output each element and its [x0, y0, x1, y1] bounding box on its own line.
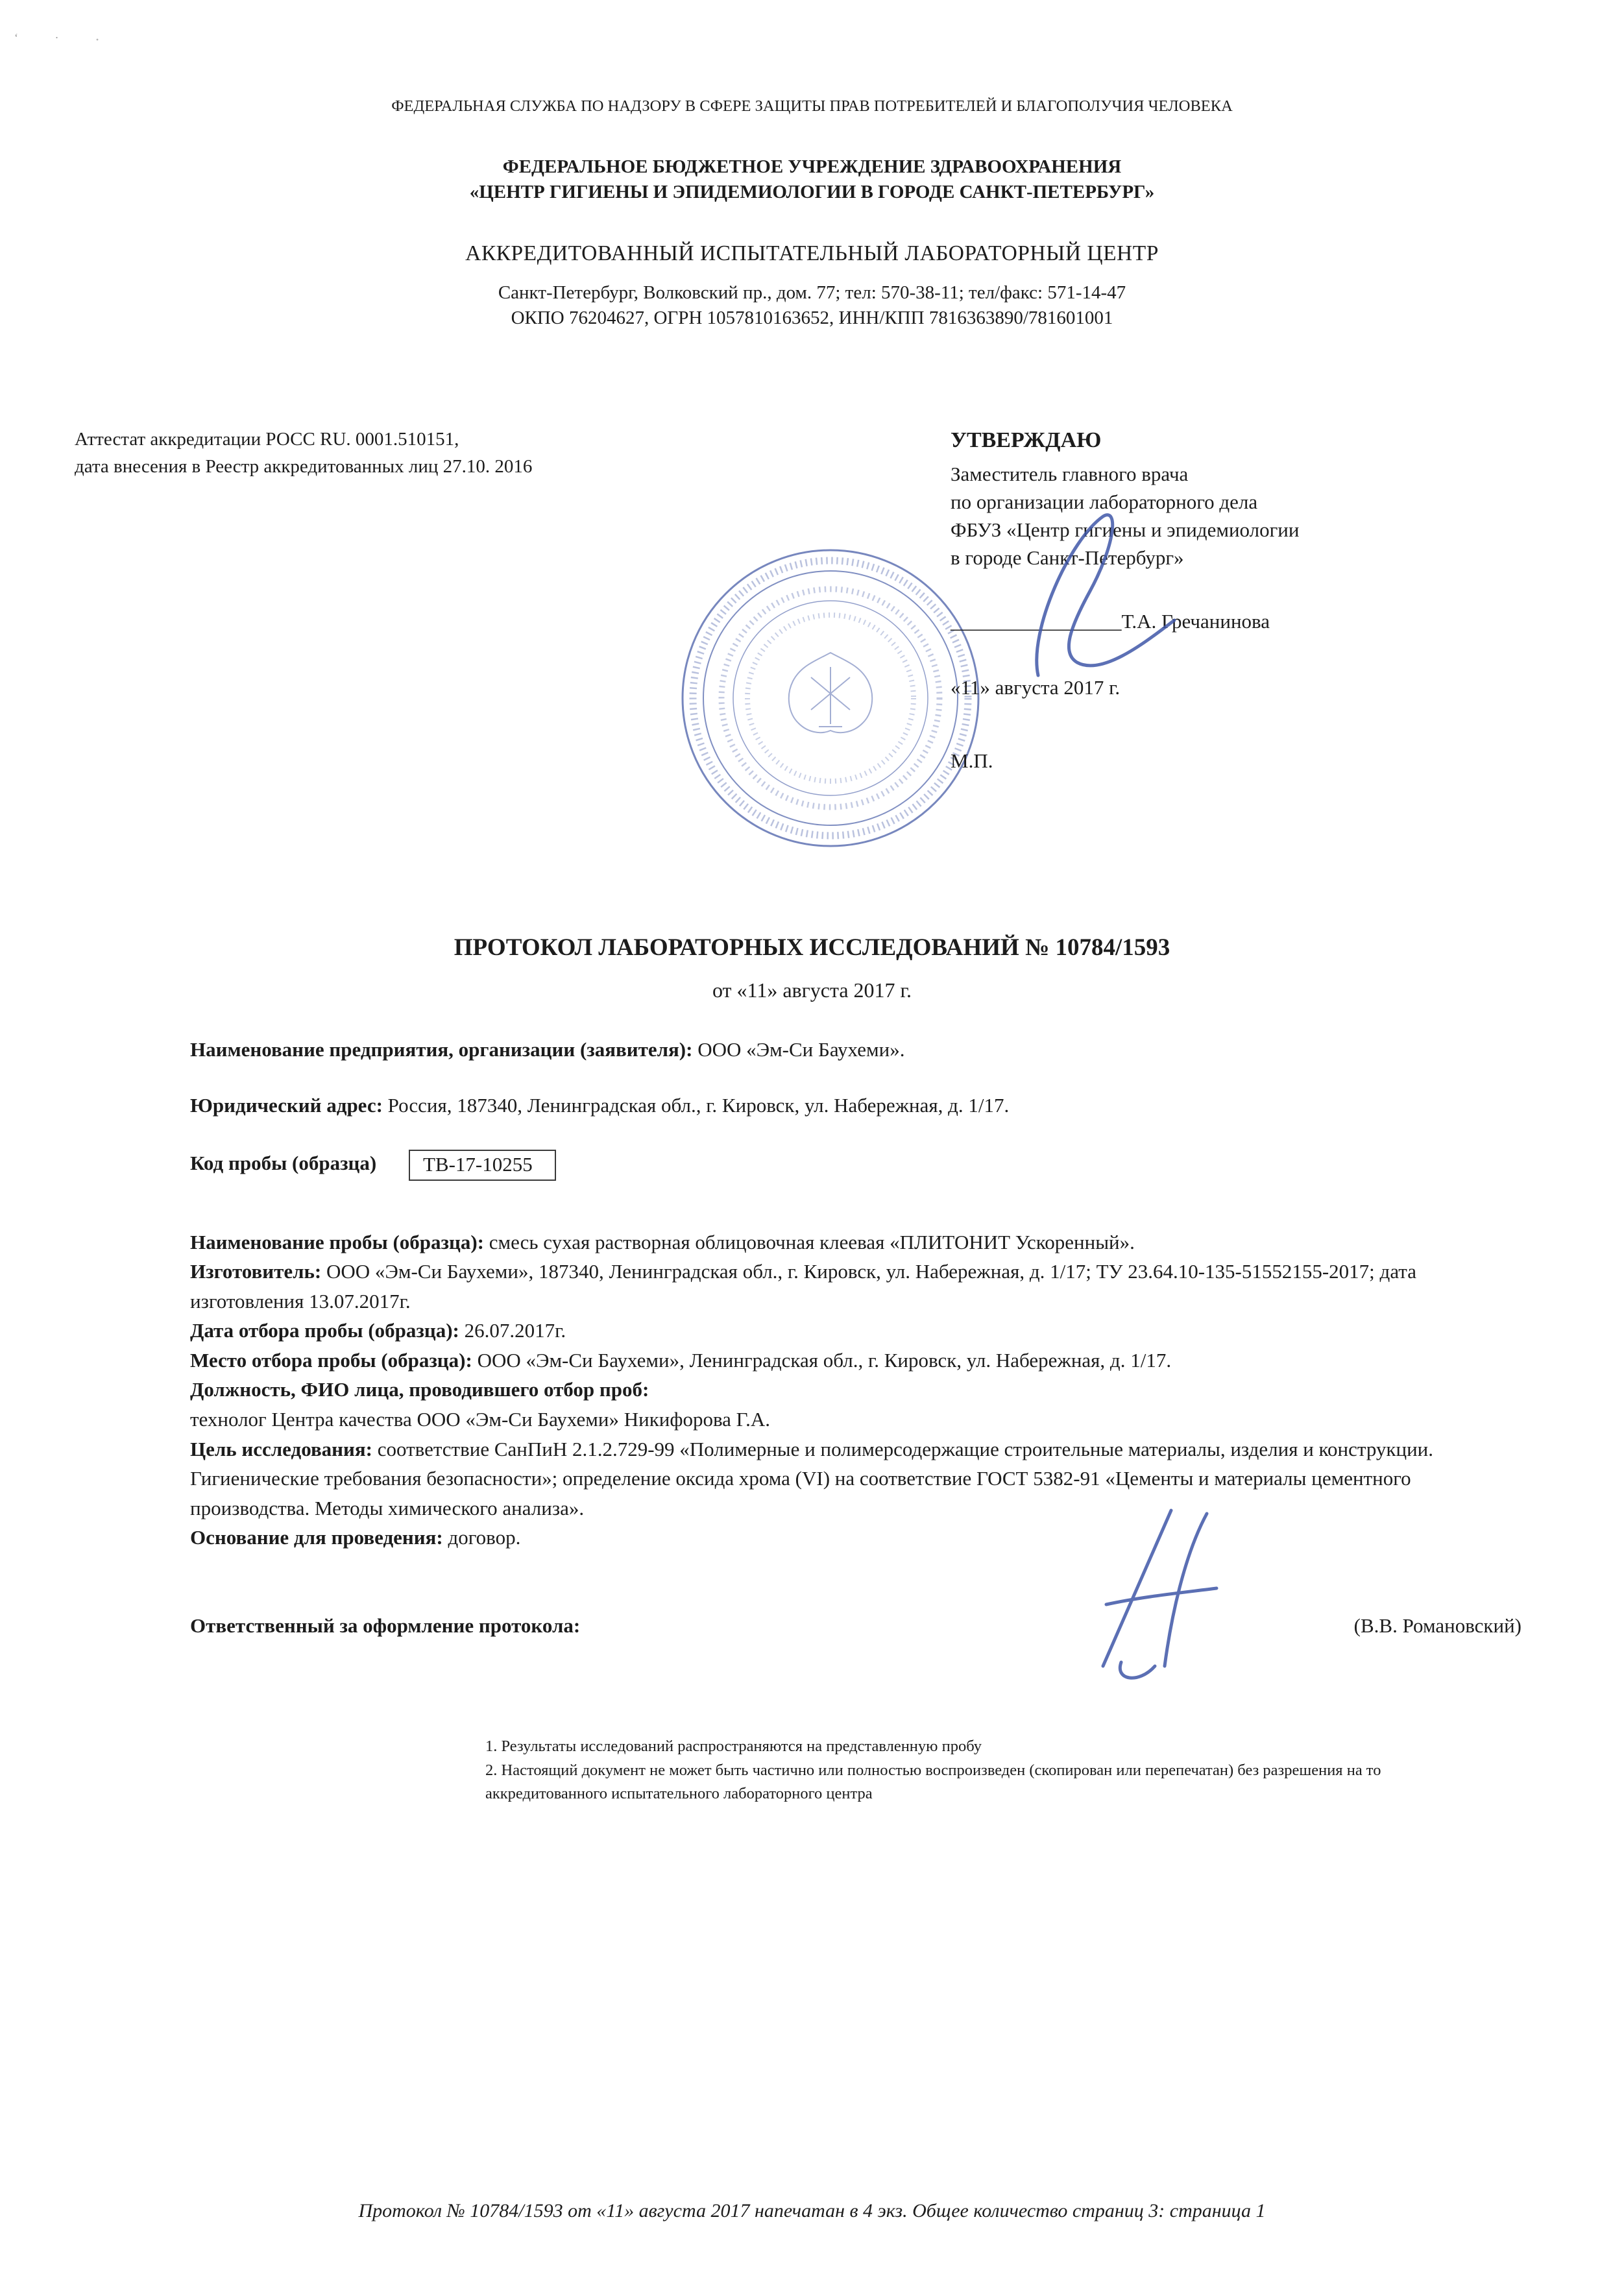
field-purpose-value: соответствие СанПиН 2.1.2.729-99 «Полимерные и полимерсодержащие строительные материалы, изделия и конструкции. Гигиенические требования безопасности»; определение оксида хрома (VI) на соответствие ГОСТ 5382-91 «Цементы и материалы цементного производства. Методы химического анализа». [190, 1437, 1433, 1519]
signature-line: _________________ [951, 609, 1122, 633]
field-purpose [190, 1434, 1521, 1523]
field-sampling-date-label: Дата отбора пробы (образца): [190, 1319, 459, 1342]
protocol-date: от «11» августа 2017 г. [712, 978, 912, 1002]
field-basis-value: договор. [448, 1526, 521, 1549]
field-sampling-place-value: ООО «Эм-Си Баухеми», Ленинградская обл., г. Кировск, ул. Набережная, д. 1/17. [477, 1348, 1172, 1372]
field-sample-name [190, 1228, 1521, 1257]
document-header [0, 97, 1624, 332]
field-sampling-date-value: 26.07.2017г. [464, 1319, 566, 1342]
field-sampler-value: технолог Центра качества ООО «Эм-Си Баухеми» Никифорова Г.А. [190, 1407, 770, 1431]
lab-address-line2: ОКПО 76204627, ОГРН 1057810163652, ИНН/КПП 7816363890/781601001 [511, 308, 1113, 329]
institution-line1: ФЕДЕРАЛЬНОЕ БЮДЖЕТНОЕ УЧРЕЖДЕНИЕ ЗДРАВООХРАНЕНИЯ [502, 156, 1122, 177]
responsible-row [190, 1614, 1521, 1638]
institution-name [0, 154, 1624, 205]
approval-line1: Заместитель главного врача [951, 463, 1189, 486]
approval-line3: ФБУЗ «Центр гигиены и эпидемиологии [951, 518, 1300, 541]
approval-title: УТВЕРЖДАЮ [951, 428, 1102, 452]
field-basis [190, 1523, 1521, 1553]
agency-name: ФЕДЕРАЛЬНАЯ СЛУЖБА ПО НАДЗОРУ В СФЕРЕ ЗАЩИТЫ ПРАВ ПОТРЕБИТЕЛЕЙ И БЛАГОПОЛУЧИЯ ЧЕЛОВЕКА [391, 97, 1233, 115]
field-sampler [190, 1375, 1521, 1434]
accreditation-line1: Аттестат аккредитации РОСС RU. 0001.510151, [75, 428, 459, 450]
sample-details [190, 1228, 1521, 1553]
field-manufacturer [190, 1257, 1521, 1316]
approval-section [0, 426, 1624, 857]
accreditation-line2: дата внесения в Реестр аккредитованных лиц 27.10. 2016 [75, 455, 533, 477]
lab-address [0, 280, 1624, 331]
footnote-1: 1. Результаты исследований распространяются на представленную пробу [485, 1737, 982, 1755]
field-purpose-label: Цель исследования: [190, 1437, 372, 1460]
field-organization-value: ООО «Эм-Си Баухеми». [697, 1037, 905, 1061]
institution-line2: «ЦЕНТР ГИГИЕНЫ И ЭПИДЕМИОЛОГИИ В ГОРОДЕ САНКТ-ПЕТЕРБУРГ» [469, 182, 1155, 203]
field-organization [190, 1038, 1521, 1061]
scan-artifact: ʻ · ˖ [14, 31, 116, 44]
signature-grechaninova [999, 500, 1207, 695]
field-legal-address [190, 1094, 1521, 1117]
field-sampling-place [190, 1346, 1521, 1375]
protocol-body [190, 1038, 1521, 1806]
approval-signer-name: Т.А. Гречанинова [1121, 609, 1270, 633]
footnotes [485, 1735, 1382, 1806]
round-stamp-seal [675, 542, 986, 854]
page-footer: Протокол № 10784/1593 от «11» августа 2017 напечатан в 4 экз. Общее количество страниц 3: страница 1 [358, 2200, 1266, 2221]
field-sampling-place-label: Место отбора пробы (образца): [190, 1348, 472, 1372]
protocol-title: ПРОТОКОЛ ЛАБОРАТОРНЫХ ИССЛЕДОВАНИЙ № 10784/1593 [454, 934, 1170, 961]
field-sample-code [190, 1150, 1521, 1181]
field-sample-name-label: Наименование пробы (образца): [190, 1230, 484, 1253]
footnote-2: 2. Настоящий документ не может быть частично или полностью воспроизведен (скопирован или перепечатан) без разрешения на то аккредитованного испытательного лабораторного центра [485, 1761, 1381, 1803]
field-organization-label: Наименование предприятия, организации (заявителя): [190, 1037, 693, 1061]
accreditation-note [75, 426, 840, 480]
field-legal-address-label: Юридический адрес: [190, 1093, 383, 1117]
responsible-label: Ответственный за оформление протокола: [190, 1614, 581, 1637]
lab-address-line1: Санкт-Петербург, Волковский пр., дом. 77; тел: 570-38-11; тел/факс: 571-14-47 [498, 282, 1126, 304]
field-legal-address-value: Россия, 187340, Ленинградская обл., г. Кировск, ул. Набережная, д. 1/17. [387, 1093, 1010, 1117]
field-sample-name-value: смесь сухая растворная облицовочная клеевая «ПЛИТОНИТ Ускоренный». [489, 1230, 1135, 1253]
field-sampling-date [190, 1316, 1521, 1346]
field-sampler-label: Должность, ФИО лица, проводившего отбор проб: [190, 1378, 649, 1401]
sample-code-box: ТВ-17-10255 [409, 1150, 556, 1181]
lab-center-title: АККРЕДИТОВАННЫЙ ИСПЫТАТЕЛЬНЫЙ ЛАБОРАТОРНЫЙ ЦЕНТР [465, 241, 1159, 266]
field-basis-label: Основание для проведения: [190, 1526, 443, 1549]
field-manufacturer-value: ООО «Эм-Си Баухеми», 187340, Ленинградская обл., г. Кировск, ул. Набережная, д. 1/17; ТУ 23.64.10-135-51552155-2017; дата изготовления 13.07.2017г. [190, 1260, 1416, 1313]
approval-line2: по организации лабораторного дела [951, 490, 1258, 514]
field-sample-code-label: Код пробы (образца) [190, 1151, 377, 1174]
approval-line4: в городе Санкт-Петербург» [951, 546, 1184, 569]
field-manufacturer-label: Изготовитель: [190, 1260, 322, 1283]
seal-place-mark: М.П. [951, 749, 993, 773]
responsible-name: (В.В. Романовский) [1353, 1614, 1521, 1637]
approval-date: «11» августа 2017 г. [951, 676, 1121, 699]
signature-romanovsky [1058, 1494, 1265, 1682]
